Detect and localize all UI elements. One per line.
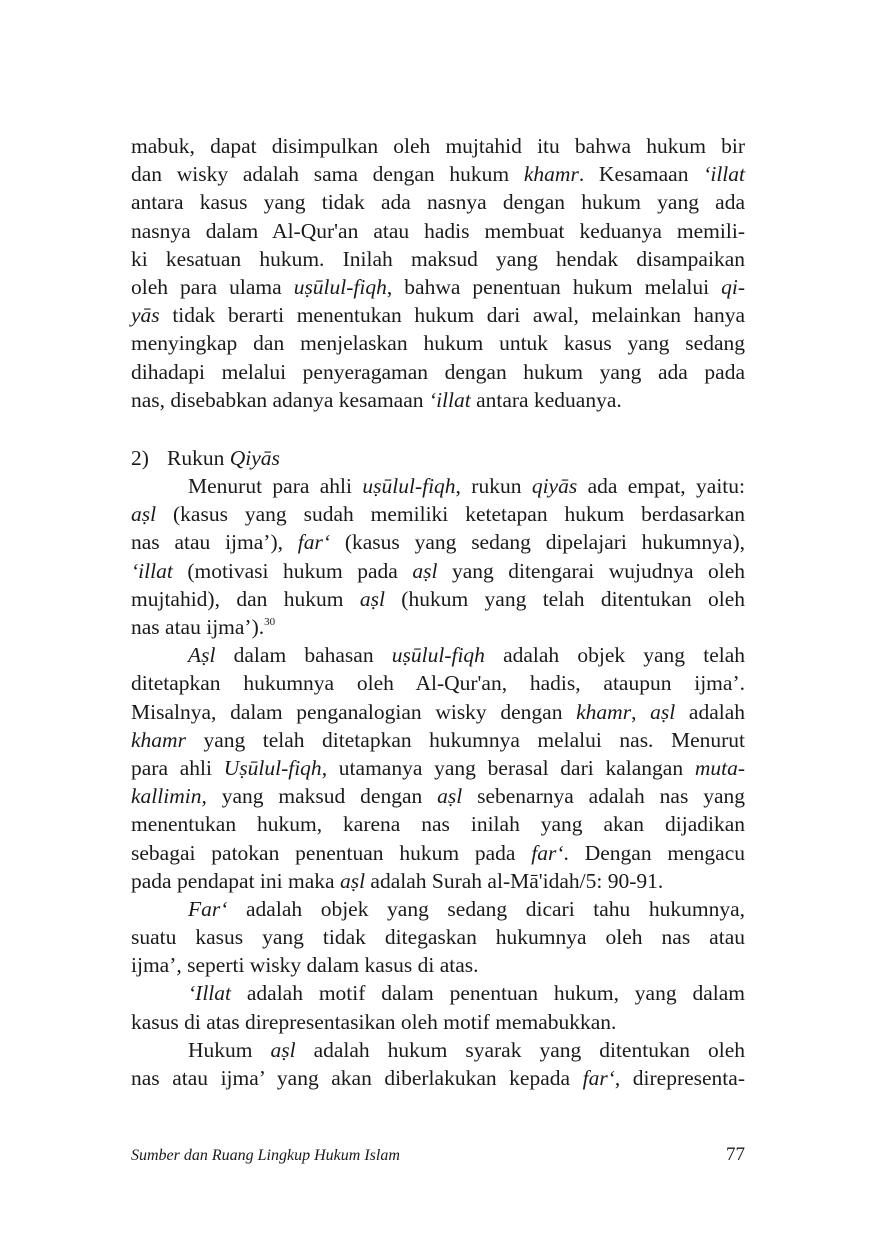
text-line: menentukan hukum, karena nas inilah yang akan dijadikan bbox=[131, 812, 745, 837]
text-line: oleh para ulama uṣūlul-fiqh, bahwa penentuan hukum melalui qi- bbox=[131, 274, 746, 299]
text-line: Hukum aṣl adalah hukum syarak yang ditentukan oleh bbox=[188, 1037, 745, 1062]
text-line: Menurut para ahli uṣūlul-fiqh, rukun qiyās ada empat, yaitu: bbox=[188, 474, 745, 499]
section-heading bbox=[131, 444, 745, 472]
paragraph-1 bbox=[131, 132, 745, 414]
paragraph-5 bbox=[131, 979, 745, 1035]
page-number: 77 bbox=[726, 1144, 745, 1165]
text-line: Far‘ adalah objek yang sedang dicari tahu hukumnya, bbox=[188, 896, 745, 921]
text-line: sebagai patokan penentuan hukum pada far‘. Dengan mengacu bbox=[131, 840, 745, 865]
text-line: nas atau ijma’).$^{30}$ bbox=[131, 615, 276, 639]
text-line: para ahli Uṣūlul-fiqh, utamanya yang berasal dari kalangan muta- bbox=[131, 755, 745, 780]
section-number: 2) bbox=[131, 445, 149, 470]
body-text bbox=[131, 132, 745, 1092]
text-line: Aṣl dalam bahasan uṣūlul-fiqh adalah objek yang telah bbox=[188, 643, 745, 668]
text-line: ‘Illat adalah motif dalam penentuan hukum, yang dalam bbox=[188, 981, 745, 1006]
running-footer-title: Sumber dan Ruang Lingkup Hukum Islam bbox=[131, 1147, 400, 1164]
text-line: mujtahid), dan hukum aṣl (hukum yang telah ditentukan oleh bbox=[131, 586, 745, 611]
text-line: Misalnya, dalam penganalogian wisky dengan khamr, aṣl adalah bbox=[131, 699, 746, 724]
text-line: suatu kasus yang tidak ditegaskan hukumnya oleh nas atau bbox=[131, 925, 745, 950]
text-line: kallimin, yang maksud dengan aṣl sebenarnya adalah nas yang bbox=[131, 784, 745, 809]
text-line: dan wisky adalah sama dengan hukum khamr. Kesamaan ‘illat bbox=[131, 162, 745, 187]
paragraph-6 bbox=[131, 1036, 745, 1092]
text-line: antara kasus yang tidak ada nasnya dengan hukum yang ada bbox=[131, 190, 745, 215]
paragraph-4 bbox=[131, 895, 745, 980]
page-footer bbox=[131, 1144, 745, 1166]
text-line: ‘illat (motivasi hukum pada aṣl yang ditengarai wujudnya oleh bbox=[131, 558, 745, 583]
text-line: nasnya dalam Al-Qur'an atau hadis membuat keduanya memili- bbox=[131, 218, 745, 243]
paragraph-3 bbox=[131, 641, 745, 895]
text-line: nas atau ijma’ yang akan diberlakukan kepada far‘, direpresenta- bbox=[131, 1066, 745, 1090]
text-line: aṣl (kasus yang sudah memiliki ketetapan hukum berdasarkan bbox=[131, 502, 745, 527]
paragraph-2 bbox=[131, 472, 745, 641]
text-line: dihadapi melalui penyeragaman dengan hukum yang ada pada bbox=[131, 359, 745, 384]
text-line: khamr yang telah ditetapkan hukumnya melalui nas. Menurut bbox=[131, 727, 745, 752]
section-title: Rukun Qiyās bbox=[167, 445, 280, 470]
text-line: nas, disebabkan adanya kesamaan ‘illat antara keduanya. bbox=[131, 387, 622, 412]
text-line: ditetapkan hukumnya oleh Al-Qur'an, hadis, ataupun ijma’. bbox=[131, 671, 745, 696]
text-line: nas atau ijma’), far‘ (kasus yang sedang dipelajari hukumnya), bbox=[131, 530, 745, 555]
text-line: yās tidak berarti menentukan hukum dari awal, melainkan hanya bbox=[131, 303, 745, 328]
text-line: menyingkap dan menjelaskan hukum untuk kasus yang sedang bbox=[131, 331, 745, 356]
footnote-marker: 30 bbox=[264, 616, 276, 628]
text-line: ijma’, seperti wisky dalam kasus di atas. bbox=[131, 953, 479, 978]
text-line: kasus di atas direpresentasikan oleh motif memabukkan. bbox=[131, 1009, 617, 1034]
text-line: pada pendapat ini maka aṣl adalah Surah al-Mā'idah/5: 90-91. bbox=[131, 868, 664, 893]
text-line: ki kesatuan hukum. Inilah maksud yang hendak disampaikan bbox=[131, 246, 745, 271]
text-line: mabuk, dapat disimpulkan oleh mujtahid itu bahwa hukum bir bbox=[131, 134, 745, 158]
